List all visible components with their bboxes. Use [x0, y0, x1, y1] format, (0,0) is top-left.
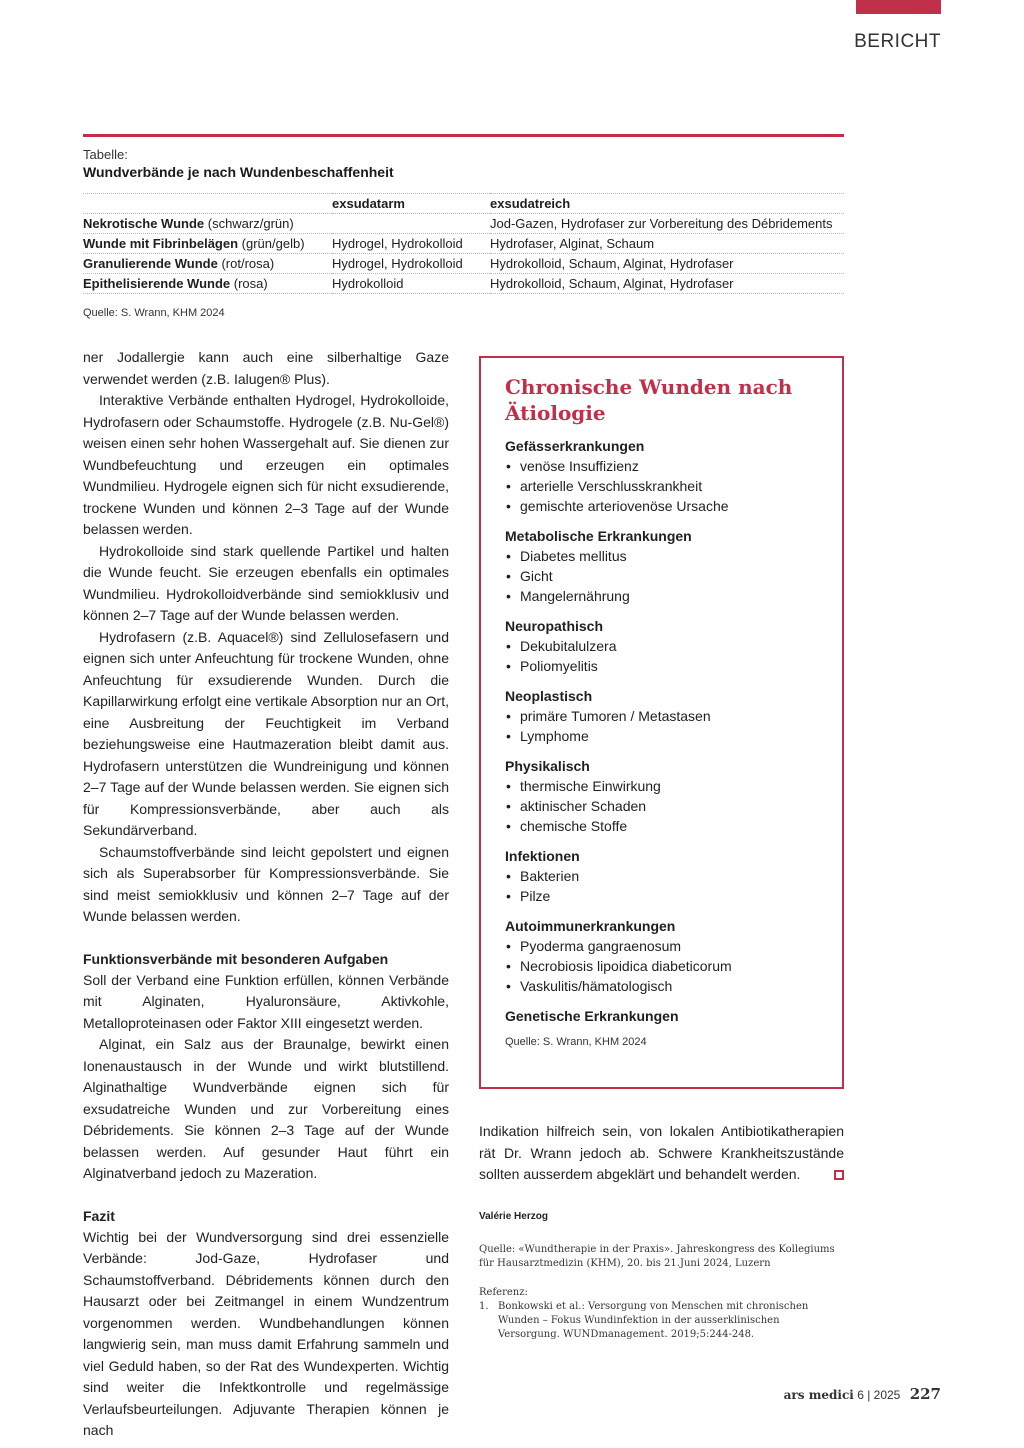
table-row [83, 234, 844, 254]
wound-type-label: Nekrotische Wunde [83, 216, 205, 231]
category-title: Infektionen [505, 848, 580, 864]
list-item-text: Pilze [520, 888, 551, 904]
source-note: Quelle: «Wundtherapie in der Praxis». Jahreskongress des Kollegiums für Hausarztmedizin (KHM), 20. bis 21.Juni 2024, Luzern [479, 1244, 835, 1269]
bullet-icon: • [506, 978, 511, 994]
box-source: Quelle: S. Wrann, KHM 2024 [505, 1036, 647, 1048]
magazine-name: ars medici [783, 1388, 854, 1402]
wound-type-color: (rosa) [230, 276, 268, 291]
bullet-icon: • [506, 638, 511, 654]
bullet-icon: • [506, 778, 511, 794]
category-title: Metabolische Erkrankungen [505, 528, 692, 544]
etiology-category [505, 686, 818, 746]
category-list [505, 706, 818, 746]
body-paragraph: Wichtig bei der Wundversorgung sind drei essenzielle Verbände: Jod-Gaze, Hydrofaser und Schaumstoffverband. Débridements können durch den Hausarzt oder bei Zeitmangel in einem Wundzentrum vorgenommen werden. Wundbehandlungen können langwierig sein, man muss damit Erfahrung sammeln und viel Geduld haben, so der Rat des Wundexperten. Wichtig sind weiter die Infektkontrolle und regelmässige Verlaufsbeurteilungen. Adjuvante Therapien können je nach [83, 1228, 449, 1438]
left-column-text [83, 347, 449, 1442]
list-item [505, 456, 818, 476]
category-title: Gefässerkrankungen [505, 438, 645, 454]
wound-type-color: (schwarz/grün) [204, 216, 294, 231]
bullet-icon: • [506, 478, 511, 494]
etiology-category [505, 756, 818, 836]
list-item [505, 566, 818, 586]
list-item [505, 656, 818, 676]
category-title: Neuropathisch [505, 618, 604, 634]
list-item [505, 796, 818, 816]
etiology-category [505, 1006, 818, 1026]
page-footer [784, 1385, 941, 1403]
list-item [505, 546, 818, 566]
table-caption: Wundverbände je nach Wundenbeschaffenheit [83, 164, 394, 180]
list-item-text: primäre Tumoren / Metastasen [520, 708, 711, 724]
top-accent-bar [856, 0, 941, 14]
category-list [505, 936, 818, 996]
table-top-rule [83, 134, 844, 137]
list-item-text: Diabetes mellitus [520, 548, 627, 564]
list-item [505, 936, 818, 956]
etiology-info-box [479, 356, 844, 1089]
table-cell-exsudatarm [332, 214, 490, 234]
bullet-icon: • [506, 888, 511, 904]
etiology-category [505, 846, 818, 906]
list-item [505, 956, 818, 976]
subheading-conclusion: Fazit [83, 1207, 115, 1224]
bullet-icon: • [506, 938, 511, 954]
list-item [505, 496, 818, 516]
bullet-icon: • [506, 458, 511, 474]
right-column-text [479, 1121, 844, 1342]
bullet-icon: • [506, 658, 511, 674]
references-title: Referenz: [479, 1287, 528, 1298]
table-cell-wound-type [83, 234, 332, 254]
category-list [505, 636, 818, 676]
body-paragraph: ner Jodallergie kann auch eine silberhaltige Gaze verwendet werden (z.B. Ialugen® Plus). [83, 349, 449, 387]
list-item-text: Bakterien [520, 868, 580, 884]
category-list [505, 776, 818, 836]
list-item-text: aktinischer Schaden [520, 798, 647, 814]
bullet-icon: • [506, 818, 511, 834]
table-cell-exsudatreich: Hydrofaser, Alginat, Schaum [490, 234, 844, 254]
wound-type-color: (rot/rosa) [217, 256, 275, 271]
list-item-text: thermische Einwirkung [520, 778, 661, 794]
bullet-icon: • [506, 958, 511, 974]
table-cell-exsudatreich: Hydrokolloid, Schaum, Alginat, Hydrofaser [490, 254, 844, 274]
list-item-text: Lymphome [520, 728, 589, 744]
table-cell-wound-type [83, 254, 332, 274]
list-item-text: Pyoderma gangraenosum [520, 938, 682, 954]
list-item-text: Gicht [520, 568, 553, 584]
category-list [505, 866, 818, 906]
body-paragraph: Interaktive Verbände enthalten Hydrogel, Hydrokolloide, Hydrofasern oder Schaumstoffe. Hydrogele (z.B. Nu-Gel®) weisen einen sehr hohen Wassergehalt auf. Sie dienen zur Wundbefeuchtung und erzeugen ein optimales Wundmilieu. Hydrogele eignen sich für nicht exsudierende, trockene Wunden und können 2–3 Tage auf der Wunde belassen werden. [83, 392, 449, 537]
list-item-text: Dekubitalulzera [520, 638, 617, 654]
bullet-icon: • [506, 708, 511, 724]
table-cell-exsudatarm: Hydrokolloid [332, 274, 490, 294]
table-caption-prefix: Tabelle: [83, 147, 128, 162]
body-paragraph: Alginat, ein Salz aus der Braunalge, bewirkt einen Ionenaustausch in der Wunde und wirkt blutstillend. Alginathaltige Wundverbände eignen sich für exsudatreiche Wunden und zur Vorbereitung eines Débridements. Sie können 2–3 Tage auf der Wunde belassen werden. Auf gesunder Haut führt ein Alginatverband jedoch zu Mazeration. [83, 1036, 449, 1181]
etiology-category [505, 436, 818, 516]
table-source: Quelle: S. Wrann, KHM 2024 [83, 307, 225, 319]
wound-dressing-table [83, 193, 844, 294]
bullet-icon: • [506, 498, 511, 514]
table-header-cell: exsudatarm [332, 194, 490, 214]
table-row [83, 214, 844, 234]
etiology-category [505, 916, 818, 996]
issue-number: 6 | 2025 [857, 1388, 901, 1402]
wound-type-label: Epithelisierende Wunde [83, 276, 231, 291]
body-paragraph: Hydrofasern (z.B. Aquacel®) sind Zellulosefasern und eignen sich unter Anfeuchtung für trockene Wunden, ohne Anfeuchtung für exsudierende Wunden. Durch die Kapillarwirkung erfolgt eine vertikale Absorption nur an Ort, eine Ausbreitung der Feuchtigkeit im Verband beziehungsweise eine Hautmazeration bleibt damit aus. Hydrofasern unterstützen die Wundreinigung und können 2–7 Tage auf der Wunde belassen werden. Sie eignen sich für Kompressionsverbände, aber auch als Sekundärverband. [83, 628, 449, 838]
list-item [505, 886, 818, 906]
list-item-text: Necrobiosis lipoidica diabeticorum [520, 958, 732, 974]
list-item-text: venöse Insuffizienz [520, 458, 639, 474]
table-row [83, 274, 844, 294]
bullet-icon: • [506, 568, 511, 584]
section-label: BERICHT [854, 31, 941, 52]
body-paragraph: Soll der Verband eine Funktion erfüllen, können Verbände mit Alginaten, Hyaluronsäure, Aktivkohle, Metalloproteinasen oder Faktor XIII eingesetzt werden. [83, 971, 449, 1031]
list-item-text: Poliomyelitis [520, 658, 598, 674]
list-item-text: Mangelernährung [520, 588, 630, 604]
category-title: Genetische Erkrankungen [505, 1008, 679, 1024]
list-item-text: gemischte arteriovenöse Ursache [520, 498, 729, 514]
table-cell-wound-type [83, 274, 332, 294]
list-item [505, 586, 818, 606]
table-cell-exsudatarm: Hydrogel, Hydrokolloid [332, 254, 490, 274]
category-list [505, 456, 818, 516]
list-item [505, 866, 818, 886]
category-title: Autoimmunerkrankungen [505, 918, 676, 934]
reference-item [479, 1300, 844, 1342]
table-cell-exsudatreich: Jod-Gazen, Hydrofaser zur Vorbereitung des Débridements [490, 214, 844, 234]
table-cell-exsudatreich: Hydrokolloid, Schaum, Alginat, Hydrofaser [490, 274, 844, 294]
list-item-text: chemische Stoffe [520, 818, 628, 834]
etiology-category [505, 526, 818, 606]
reference-text: Bonkowski et al.: Versorgung von Menschen mit chronischen Wunden – Fokus Wundinfektion in der ausserklinischen Versorgung. WUNDmanagement. 2019;5:244-248. [498, 1301, 809, 1340]
category-title: Neoplastisch [505, 688, 593, 704]
list-item [505, 476, 818, 496]
bullet-icon: • [506, 728, 511, 744]
etiology-category [505, 616, 818, 676]
table-cell-wound-type [83, 214, 332, 234]
category-title: Physikalisch [505, 758, 590, 774]
list-item [505, 776, 818, 796]
category-list [505, 546, 818, 606]
body-paragraph [479, 1121, 844, 1186]
table-cell-exsudatarm: Hydrogel, Hydrokolloid [332, 234, 490, 254]
bullet-icon: • [506, 548, 511, 564]
list-item [505, 706, 818, 726]
table-header-cell: exsudatreich [490, 194, 844, 214]
table-header-cell [83, 194, 332, 214]
table-row [83, 254, 844, 274]
subheading-functional-dressings: Funktionsverbände mit besonderen Aufgaben [83, 950, 389, 967]
box-title: Chronische Wunden nach Ätiologie [505, 375, 793, 425]
body-paragraph: Schaumstoffverbände sind leicht gepolstert und eignen sich als Superabsorber für Kompressionsverbände. Sie sind meist semiokklusiv und können 2–7 Tage auf der Wunde belassen werden. [83, 843, 449, 924]
author-name: Valérie Herzog [479, 1210, 548, 1222]
wound-dressing-table-block [83, 134, 844, 319]
wound-type-label: Granulierende Wunde [83, 256, 218, 271]
body-paragraph: Hydrokolloide sind stark quellende Partikel und halten die Wunde feucht. Sie erzeugen ebenfalls ein optimales Wundmilieu. Hydrokolloidverbände sind semiokklusiv und können 2–7 Tage auf der Wunde belassen werden. [83, 542, 449, 623]
list-item-text: arterielle Verschlusskrankheit [520, 478, 703, 494]
list-item-text: Vaskulitis/hämatologisch [520, 978, 673, 994]
page-number: 227 [909, 1385, 941, 1403]
list-item [505, 726, 818, 746]
table-header-row [83, 194, 844, 214]
bullet-icon: • [506, 798, 511, 814]
body-paragraph-text: Indikation hilfreich sein, von lokalen Antibiotikatherapien rät Dr. Wrann jedoch ab. Schwere Krankheitszustände sollten ausserdem abgeklärt und behandelt werden. [479, 1123, 844, 1182]
reference-number: 1. [479, 1301, 489, 1312]
list-item [505, 636, 818, 656]
end-of-article-icon [834, 1170, 844, 1180]
wound-type-label: Wunde mit Fibrinbelägen [83, 236, 239, 251]
list-item [505, 976, 818, 996]
list-item [505, 816, 818, 836]
wound-type-color: (grün/gelb) [238, 236, 305, 251]
bullet-icon: • [506, 868, 511, 884]
bullet-icon: • [506, 588, 511, 604]
